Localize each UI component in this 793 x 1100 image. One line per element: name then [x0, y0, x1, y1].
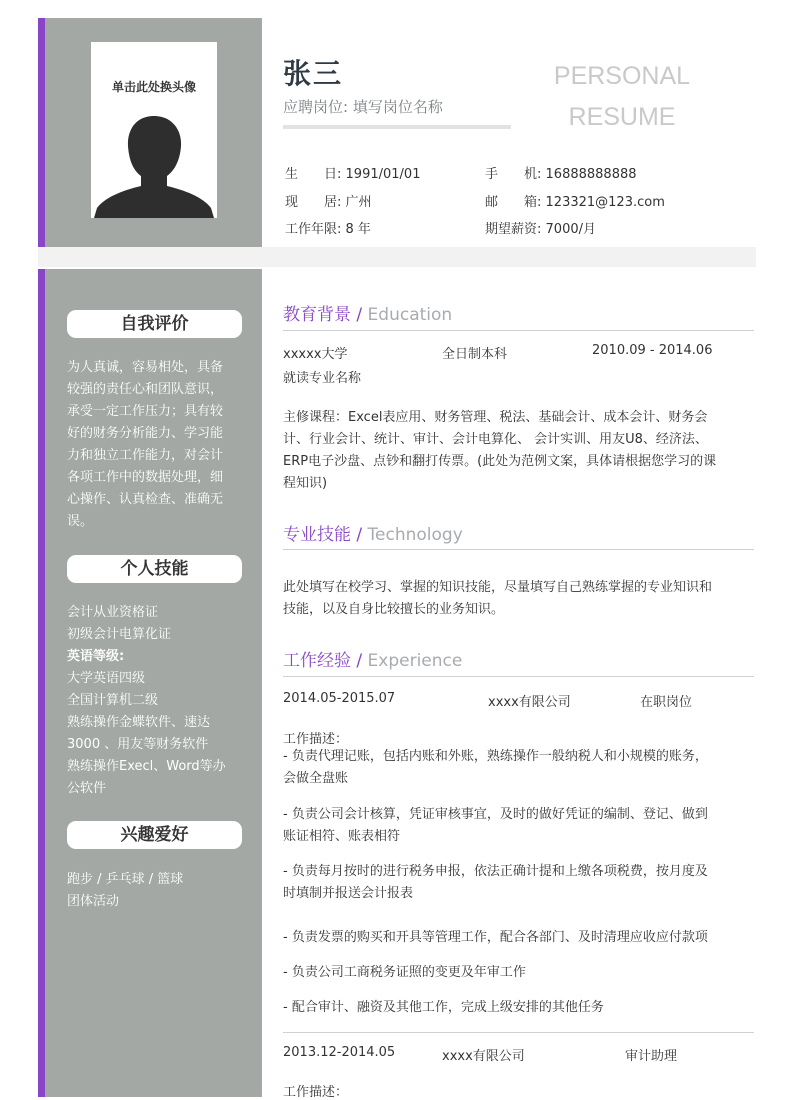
self-eval-line: 心操作、认真检查、准确无 [67, 492, 224, 507]
self-eval-line: 误。 [67, 514, 94, 529]
education-type: 全日制本科 [442, 347, 508, 362]
candidate-name: 张三 [283, 57, 344, 90]
education-courses [283, 407, 751, 495]
name-divider [283, 125, 511, 129]
self-eval-heading: 自我评价 [67, 310, 242, 338]
job1-item-line: - 负责每月按时的进行税务申报，依法正确计提和上缴各项税费，按月度及 [283, 864, 708, 879]
education-title-cn: 教育背景 [283, 305, 351, 325]
job1-company: xxxx有限公司 [488, 695, 571, 710]
skill-line: 熟练操作Execl、Word等办 [67, 759, 226, 774]
residence-value: 广州 [345, 195, 372, 210]
job1-item [283, 962, 751, 984]
info-salary [485, 218, 596, 237]
courses-line: 程知识) [283, 476, 328, 491]
info-years [285, 218, 371, 237]
job-divider [283, 1032, 754, 1033]
birth-value: 1991/01/01 [345, 167, 421, 182]
job1-item-line: 时填制并报送会计报表 [283, 886, 414, 901]
courses-line: ERP电子沙盘、点钞和翻打传票。(此处为范例文案，具体请根据您学习的课 [283, 454, 717, 469]
birth-label: 生 日: [285, 167, 342, 182]
job1-item-line: - 负责代理记账，包括内账和外账，熟练操作一般纳税人和小规模的账务， [283, 749, 708, 764]
title-line-1: PERSONAL [553, 62, 691, 90]
job1-item-line: - 负责发票的购买和开具等管理工作，配合各部门、及时清理应收应付款项 [283, 930, 708, 945]
job1-item [283, 927, 751, 949]
job1-item-line: - 配合审计、融资及其他工作，完成上级安排的其他任务 [283, 1000, 604, 1015]
residence-label: 现 居: [285, 195, 342, 210]
self-eval-line: 各项工作中的数据处理，细 [67, 470, 224, 485]
info-birth [285, 163, 420, 182]
courses-line: 主修课程：Excel表应用、财务管理、税法、基础会计、成本会计、财务会 [283, 410, 708, 425]
header-separator-band [38, 247, 756, 267]
sidebar-accent-bar [38, 269, 45, 1097]
technology-text [283, 577, 751, 621]
personal-resume-title [546, 56, 698, 138]
skill-line: 英语等级: [67, 649, 125, 664]
technology-divider [283, 549, 754, 550]
job1-role: 在职岗位 [640, 695, 693, 710]
info-residence [285, 191, 372, 210]
hobby-line: 团体活动 [67, 894, 120, 909]
info-phone [485, 163, 637, 182]
salary-value: 7000/月 [545, 222, 596, 237]
job2-period: 2013.12-2014.05 [283, 1045, 396, 1060]
salary-label: 期望薪资: [485, 222, 542, 237]
skills-heading: 个人技能 [67, 555, 242, 583]
job2-desc-label: 工作描述： [283, 1085, 349, 1100]
job2-company: xxxx有限公司 [442, 1049, 525, 1064]
technology-line: 技能，以及自身比较擅长的业务知识。 [283, 602, 505, 617]
education-title-en: Education [367, 305, 453, 325]
technology-line: 此处填写在校学习、掌握的知识技能，尽量填写自己熟练掌握的专业知识和 [283, 580, 713, 595]
job2-role: 审计助理 [625, 1049, 678, 1064]
job1-item [283, 746, 751, 790]
applied-position: 应聘岗位: 填写岗位名称 [283, 98, 443, 116]
self-eval-line: 力和独立工作能力，对会计 [67, 448, 224, 463]
header-accent-bar [38, 18, 45, 247]
phone-value: 16888888888 [545, 167, 637, 182]
education-slash: / [356, 305, 363, 325]
job1-item-line: - 负责公司会计核算，凭证审核事宜，及时的做好凭证的编制、登记、做到 [283, 807, 708, 822]
education-divider [283, 330, 754, 331]
job1-period: 2014.05-2015.07 [283, 691, 396, 706]
self-eval-line: 承受一定工作压力；具有较 [67, 404, 224, 419]
avatar-label: 单击此处换头像 [111, 80, 196, 94]
technology-title-en: Technology [367, 525, 463, 545]
hobbies-heading: 兴趣爱好 [67, 821, 242, 849]
skill-line: 公软件 [67, 781, 107, 796]
avatar-placeholder[interactable] [91, 42, 217, 218]
experience-divider [283, 676, 754, 677]
experience-slash: / [356, 651, 363, 671]
job1-desc-label: 工作描述： [283, 732, 349, 747]
education-period: 2010.09 - 2014.06 [592, 343, 713, 358]
skill-line: 熟练操作金蝶软件、速达 [67, 715, 211, 730]
skill-line: 全国计算机二级 [67, 693, 159, 708]
phone-label: 手 机: [485, 167, 542, 182]
job1-item-line: 账证相符、账表相符 [283, 829, 401, 844]
years-label: 工作年限: [285, 222, 342, 237]
experience-title-cn: 工作经验 [283, 651, 351, 671]
self-eval-line: 较强的责任心和团队意识， [67, 382, 224, 397]
technology-title-cn: 专业技能 [283, 525, 351, 545]
email-value[interactable]: 123321@123.com [545, 195, 665, 210]
technology-slash: / [356, 525, 363, 545]
job1-item-line: 会做全盘账 [283, 771, 349, 786]
job1-item [283, 997, 751, 1019]
education-heading [283, 300, 452, 325]
self-eval-text [67, 357, 245, 533]
self-eval-line: 为人真诚，容易相处，具备 [67, 360, 224, 375]
education-school: xxxxx大学 [283, 347, 348, 362]
info-email [485, 191, 665, 210]
title-line-2: RESUME [568, 103, 676, 131]
job1-item [283, 804, 751, 848]
skills-text [67, 602, 245, 800]
skill-line: 初级会计电算化证 [67, 627, 172, 642]
skill-line: 3000 、用友等财务软件 [67, 737, 209, 752]
education-major: 就读专业名称 [283, 371, 362, 386]
job1-item-line: - 负责公司工商税务证照的变更及年审工作 [283, 965, 526, 980]
person-silhouette-icon [91, 42, 217, 218]
hobby-line: 跑步 / 乒乓球 / 篮球 [67, 872, 184, 887]
courses-line: 计、行业会计、统计、审计、会计电算化、 会计实训、用友U8、经济法、 [283, 432, 708, 447]
job1-item [283, 861, 751, 905]
experience-heading [283, 646, 462, 671]
self-eval-line: 好的财务分析能力、学习能 [67, 426, 224, 441]
technology-heading [283, 520, 463, 545]
skill-line: 会计从业资格证 [67, 605, 159, 620]
email-label: 邮 箱: [485, 195, 542, 210]
hobbies-text [67, 869, 245, 913]
experience-title-en: Experience [367, 651, 463, 671]
skill-line: 大学英语四级 [67, 671, 146, 686]
years-value: 8 年 [345, 222, 371, 237]
